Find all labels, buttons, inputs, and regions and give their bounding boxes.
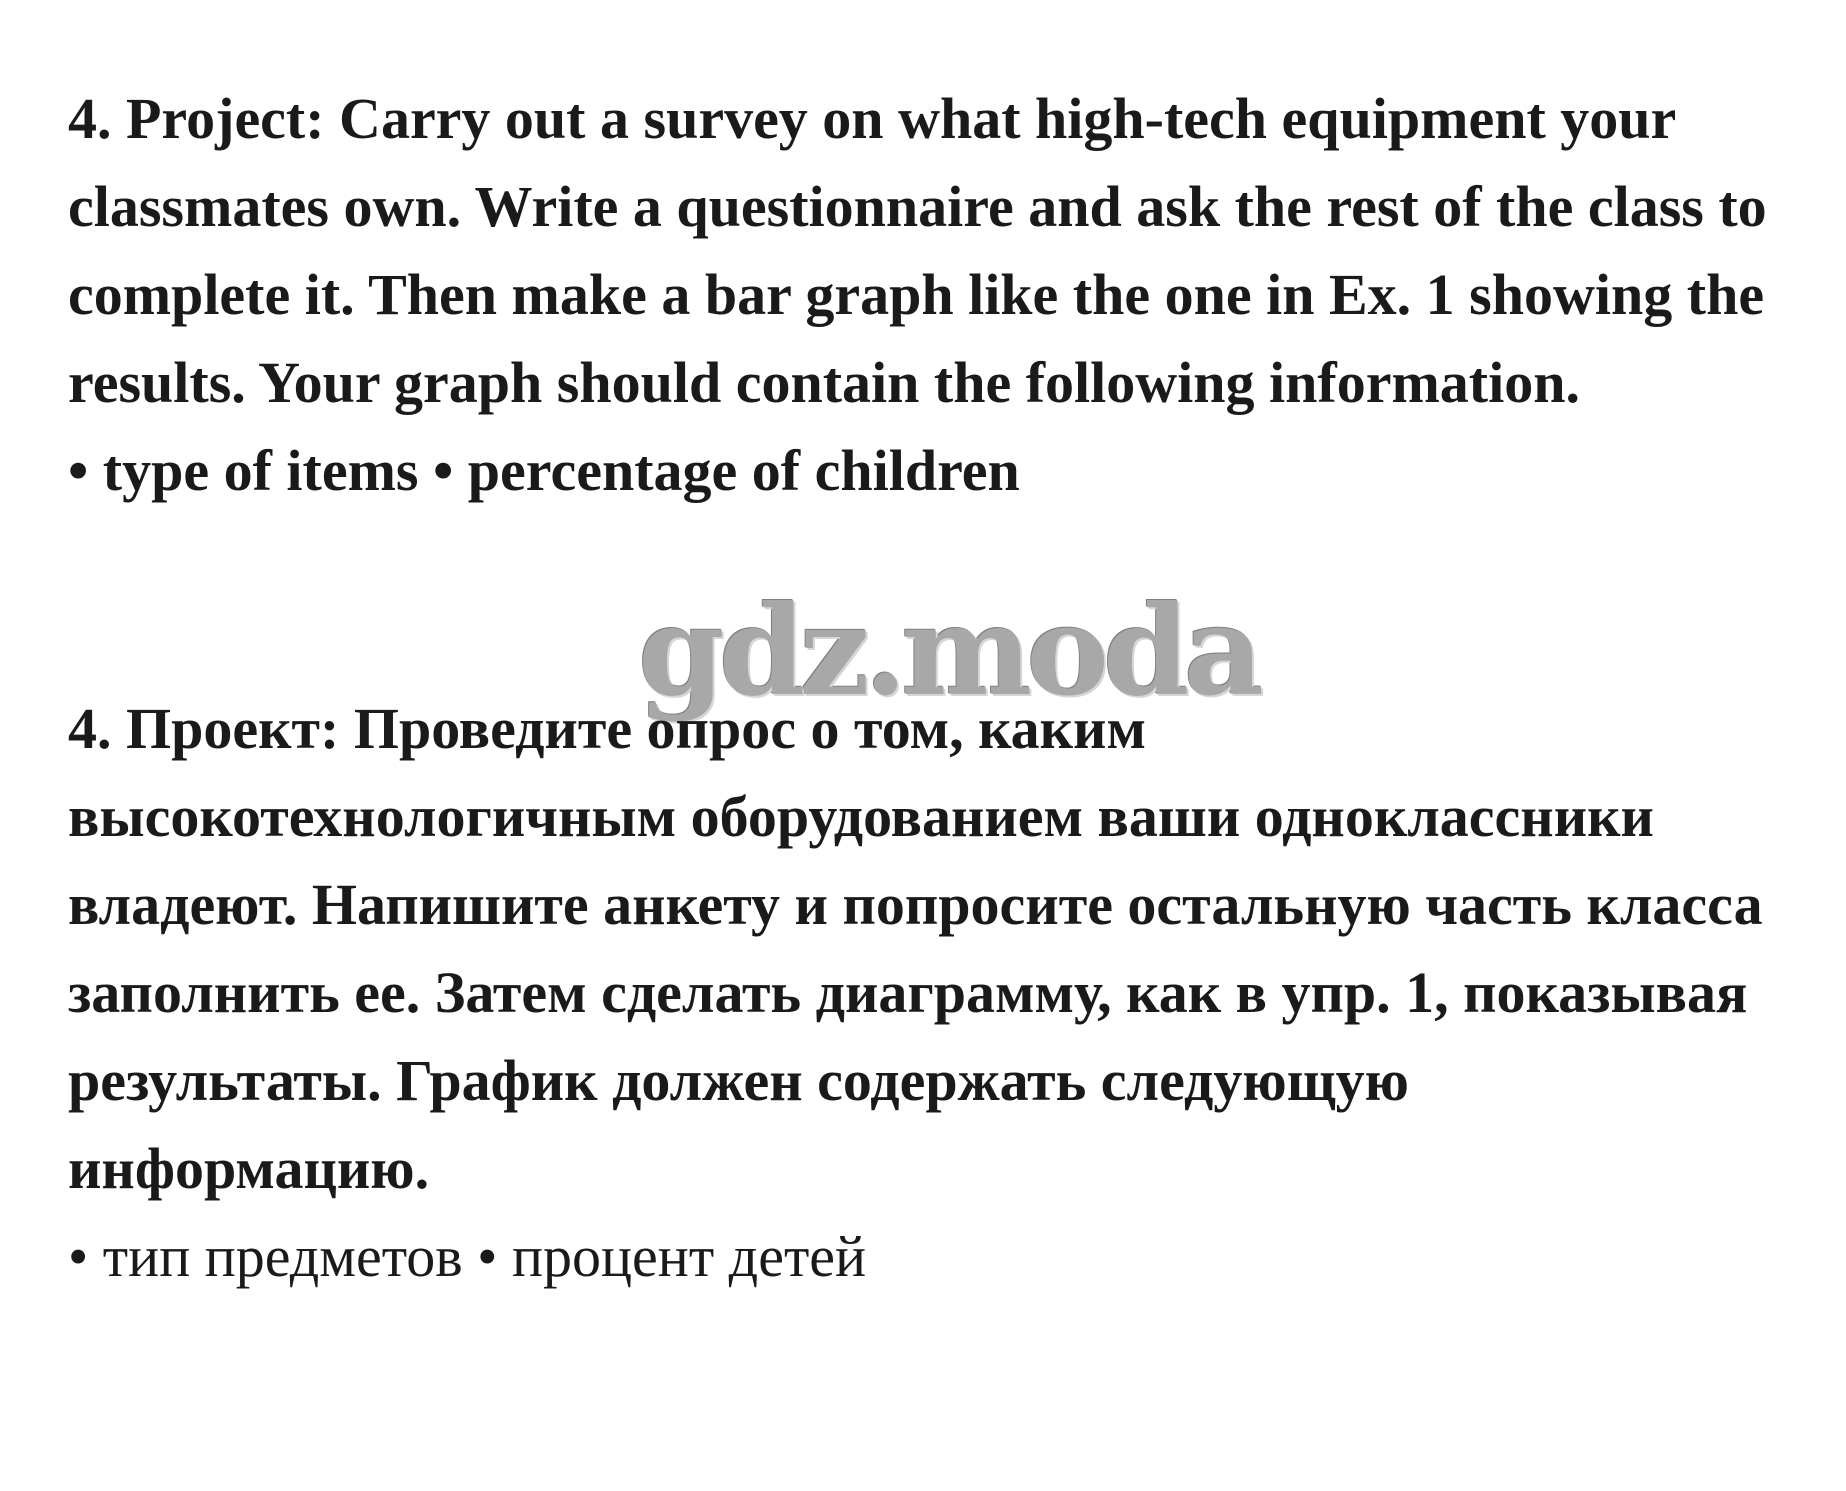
russian-line-3: владеют. Напишите анкету и попросите остальную часть класса xyxy=(68,872,1763,937)
russian-line-4: заполнить ее. Затем сделать диаграмму, как в упр. 1, показывая xyxy=(68,960,1748,1025)
english-line-1: 4. Project: Carry out a survey on what high-tech equipment your xyxy=(68,86,1677,151)
english-line-2: classmates own. Write a questionnaire and ask the rest of the class to xyxy=(68,174,1767,239)
russian-line-2: высокотехнологичным оборудованием ваши одноклассники xyxy=(68,784,1654,849)
english-bullet-list: • type of items • percentage of children xyxy=(68,438,1020,503)
english-task-text xyxy=(68,75,1808,515)
russian-translation-text xyxy=(68,685,1808,1301)
english-line-3: complete it. Then make a bar graph like the one in Ex. 1 showing the xyxy=(68,262,1765,327)
english-line-4: results. Your graph should contain the following information. xyxy=(68,350,1580,415)
russian-line-6: информацию. xyxy=(68,1136,430,1201)
russian-bullet-list: • тип предметов • процент детей xyxy=(68,1224,867,1289)
russian-line-1: 4. Проект: Проведите опрос о том, каким xyxy=(68,696,1146,761)
russian-line-5: результаты. График должен содержать следующую xyxy=(68,1048,1409,1113)
watermark-logo: gdz.moda xyxy=(638,579,1258,724)
